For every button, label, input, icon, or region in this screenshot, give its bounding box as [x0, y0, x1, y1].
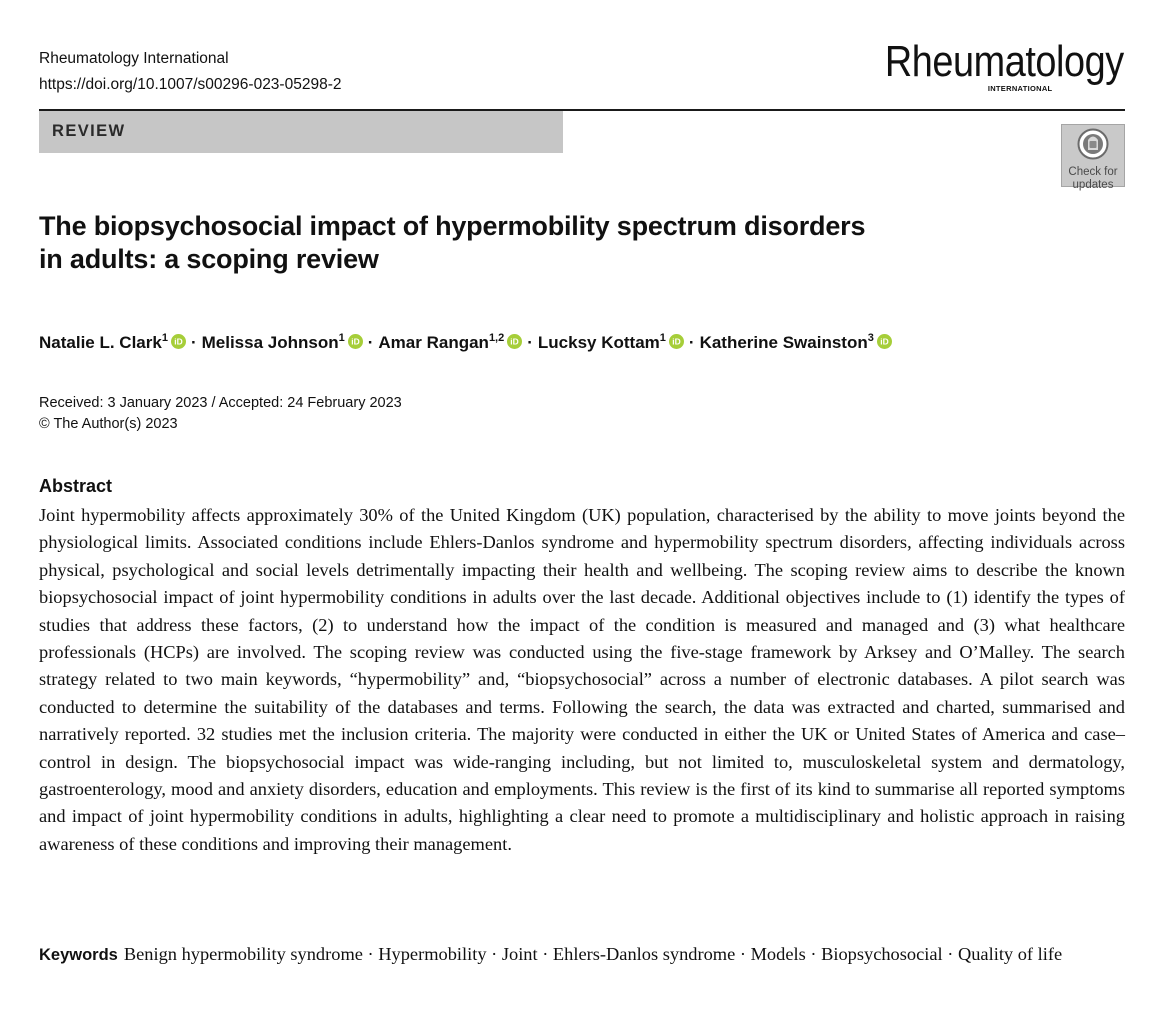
journal-name: Rheumatology International	[39, 50, 229, 67]
author[interactable]: Amar Rangan$^{1,2}$	[378, 332, 505, 352]
abstract-heading: Abstract	[39, 476, 113, 496]
svg-text:iD: iD	[880, 336, 889, 347]
abstract-text: Joint hypermobility affects approximately 30% of the United Kingdom (UK) population, characterised by the ability to move joints beyond the physiological limits. Associated conditions include Ehlers-Danlos syndrome and hypermobility spectrum disorders, affecting individuals across physical, psychological and social levels detrimentally impacting their health and wellbeing. The scoping review aims to describe the known biopsychosocial impact of joint hypermobility conditions in adults over the last decade. Additional objectives include to (1) identify the types of studies that address these factors, (2) to understand how the impact of the condition is measured and managed and (3) what healthcare professionals (HCPs) are involved. The scoping review was conducted using the five-stage framework by Arksey and O’Malley. The search strategy related to two main keywords, “hypermobility” and, “biopsychosocial” across a number of electronic databases. A pilot search was conducted to determine the suitability of the databases and terms. Following the search, the data was extracted and charted, summarised and narratively reported. 32 studies met the inclusion criteria. The majority were conducted in either the UK or United States of America and case–control in design. The biopsychosocial impact was wide-ranging including, but not limited to, musculoskeletal system and dermatology, gastroenterology, mood and anxiety disorders, education and employments. This review is the first of its kind to summarise all reported symptoms and impact of joint hypermobility conditions in adults, highlighting a clear need to promote a multidisciplinary and holistic approach in raising awareness of these conditions and improving their management.	[39, 505, 1125, 854]
received-accepted: Received: 3 January 2023 / Accepted: 24 February 2023	[39, 395, 402, 411]
orcid-icon[interactable]	[348, 334, 363, 349]
check-for-updates-line2: updates	[1072, 179, 1114, 191]
orcid-icon[interactable]	[669, 334, 684, 349]
author[interactable]: Katherine Swainston$^3$	[699, 332, 874, 352]
svg-text:iD: iD	[174, 336, 183, 347]
orcid-icon[interactable]	[171, 334, 186, 349]
author-separator: ·	[367, 333, 374, 352]
author-list	[39, 326, 892, 355]
keywords-label: Keywords	[39, 946, 118, 964]
journal-logo	[846, 38, 1124, 93]
article-title	[39, 210, 999, 276]
keywords-text: Benign hypermobility syndrome · Hypermobility · Joint · Ehlers-Danlos syndrome · Models · Biopsychosocial · Quality of life	[123, 944, 1063, 964]
svg-text:iD: iD	[672, 336, 681, 347]
publication-dates	[39, 393, 402, 435]
check-for-updates-icon	[1077, 128, 1109, 160]
author-separator: ·	[688, 333, 695, 352]
article-type-label: REVIEW	[52, 122, 126, 140]
logo-title: Rheumatology	[885, 37, 1124, 86]
doi-link[interactable]: https://doi.org/10.1007/s00296-023-05298-2	[39, 76, 342, 93]
keywords	[39, 941, 1125, 969]
author-separator: ·	[190, 333, 197, 352]
orcid-icon[interactable]	[507, 334, 522, 349]
author-separator: ·	[527, 333, 533, 352]
svg-text:iD: iD	[351, 336, 360, 347]
author[interactable]: Melissa Johnson$^1$	[201, 332, 345, 352]
article-type-band	[39, 111, 563, 153]
author[interactable]: Natalie L. Clark$^1$	[39, 332, 168, 352]
article-title-line2: in adults: a scoping review	[39, 244, 379, 274]
check-for-updates-badge[interactable]	[1061, 124, 1125, 191]
article-title-line1: The biopsychosocial impact of hypermobility spectrum disorders	[39, 211, 866, 241]
svg-text:iD: iD	[510, 336, 519, 347]
check-for-updates-line1: Check for	[1068, 166, 1118, 178]
orcid-icon[interactable]	[877, 334, 892, 349]
author[interactable]: Lucksy Kottam$^1$	[537, 332, 666, 352]
copyright: © The Author(s) 2023	[39, 416, 178, 432]
logo-subtitle: INTERNATIONAL	[987, 84, 1053, 93]
